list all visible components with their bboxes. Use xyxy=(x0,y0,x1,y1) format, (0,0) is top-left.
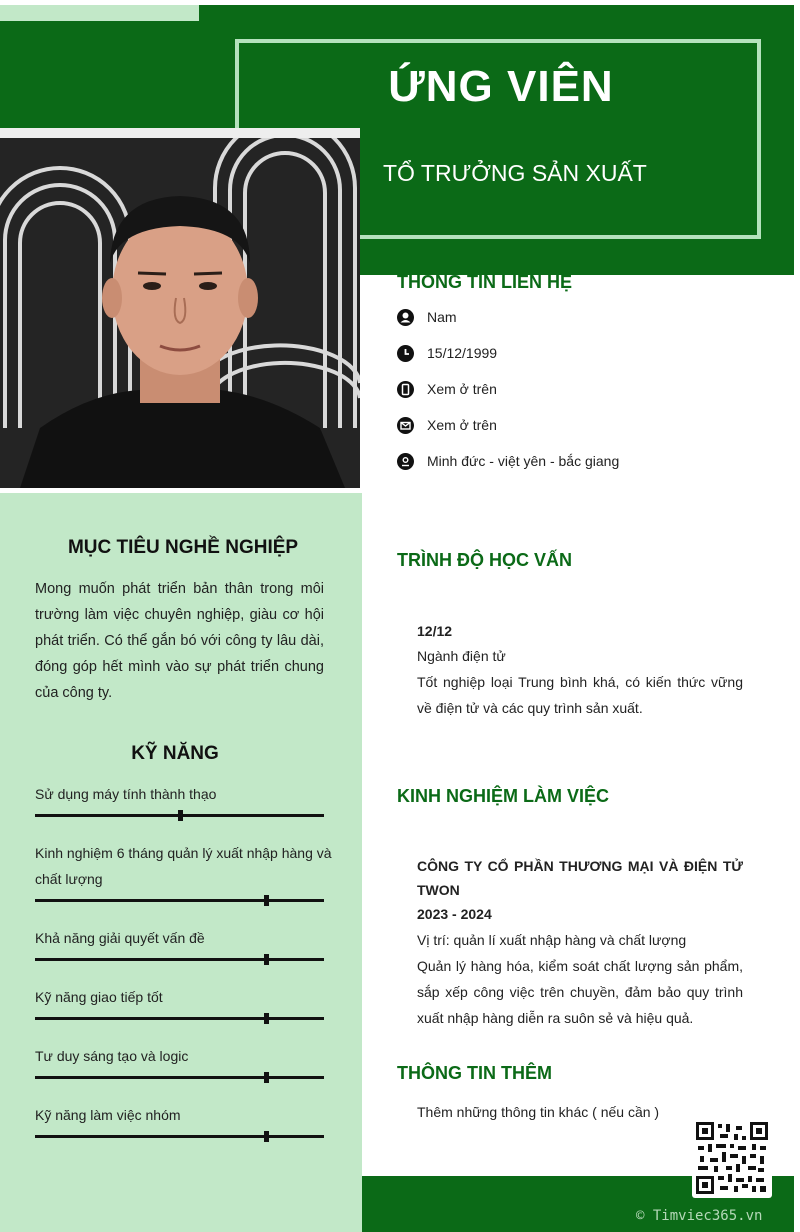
skill-bar xyxy=(35,1135,324,1138)
clock-icon xyxy=(397,345,414,362)
skill-name: Kinh nghiệm 6 tháng quản lý xuất nhập hàng và chất lượng xyxy=(35,845,332,887)
education-major: Ngành điện tử xyxy=(417,648,506,664)
skill-name: Sử dụng máy tính thành thạo xyxy=(35,786,217,802)
experience-period: 2023 - 2024 xyxy=(417,906,492,922)
skill-bar xyxy=(35,1076,324,1079)
contact-item-phone xyxy=(397,377,497,401)
skill-level-marker xyxy=(178,810,183,821)
experience-description: Quản lý hàng hóa, kiểm soát chất lượng sản phẩm, sắp xếp công việc trên chuyền, đảm bảo quy trình xuất nhập hàng diễn ra suôn sẻ và hiệu quả. xyxy=(417,958,743,1026)
skill-name: Tư duy sáng tạo và logic xyxy=(35,1048,189,1064)
experience-company: CÔNG TY CỔ PHẦN THƯƠNG MẠI VÀ ĐIỆN TỬ TWON xyxy=(417,858,743,898)
contact-item-email xyxy=(397,413,497,437)
skills-title: KỸ NĂNG xyxy=(131,743,219,764)
skill-name: Khả năng giải quyết vấn đề xyxy=(35,930,205,946)
skill-bar xyxy=(35,958,324,961)
additional-title: THÔNG TIN THÊM xyxy=(397,1063,552,1083)
candidate-name: ỨNG VIÊN xyxy=(388,62,614,111)
skill-bar xyxy=(35,1017,324,1020)
contact-text: Xem ở trên xyxy=(427,381,497,397)
mail-icon xyxy=(397,417,414,434)
contact-item-birthday xyxy=(397,341,497,365)
experience-role: Vị trí: quản lí xuất nhập hàng và chất lượng xyxy=(417,932,687,948)
contact-text: 15/12/1999 xyxy=(427,345,498,361)
header-accent-strip xyxy=(0,5,199,21)
candidate-position: TỔ TRƯỞNG SẢN XUẤT xyxy=(383,160,647,186)
skill-name: Kỹ năng giao tiếp tốt xyxy=(35,989,163,1005)
location-icon xyxy=(397,453,414,470)
objective-title: MỤC TIÊU NGHỀ NGHIỆP xyxy=(67,537,299,558)
skill-name: Kỹ năng làm việc nhóm xyxy=(35,1107,181,1123)
candidate-photo xyxy=(0,128,360,488)
education-level: 12/12 xyxy=(417,623,453,639)
skill-level-marker xyxy=(264,954,269,965)
skill-level-marker xyxy=(264,1072,269,1083)
copyright-text: © Timviec365.vn xyxy=(636,1208,763,1224)
contact-title: THÔNG TIN LIÊN HỆ xyxy=(397,272,572,292)
phone-icon xyxy=(397,381,414,398)
qr-code-icon xyxy=(692,1118,772,1198)
skill-level-marker xyxy=(264,895,269,906)
skill-bar xyxy=(35,899,324,902)
photo-illustration xyxy=(0,128,360,488)
qr-code-pattern xyxy=(696,1122,768,1194)
skill-bar xyxy=(35,814,324,817)
experience-title: KINH NGHIỆM LÀM VIỆC xyxy=(397,786,610,806)
skill-level-marker xyxy=(264,1131,269,1142)
education-description: Tốt nghiệp loại Trung bình khá, có kiến thức vững về điện tử và các quy trình sản xuất. xyxy=(417,674,743,716)
person-icon xyxy=(397,309,414,326)
skill-level-marker xyxy=(264,1013,269,1024)
additional-text: Thêm những thông tin khác ( nếu cần ) xyxy=(417,1104,660,1120)
objective-text: Mong muốn phát triển bản thân trong môi trường làm việc chuyên nghiệp, giàu cơ hội phát triển. Có thể gắn bó với công ty lâu dài, đóng góp hết mình vào sự phát triển chung của công ty. xyxy=(35,581,324,701)
contact-text: Nam xyxy=(427,309,457,325)
contact-item-gender xyxy=(397,305,457,329)
education-title: TRÌNH ĐỘ HỌC VẤN xyxy=(397,550,572,570)
contact-text: Xem ở trên xyxy=(427,417,497,433)
contact-text: Minh đức - việt yên - bắc giang xyxy=(427,453,620,469)
contact-item-address xyxy=(397,449,619,473)
